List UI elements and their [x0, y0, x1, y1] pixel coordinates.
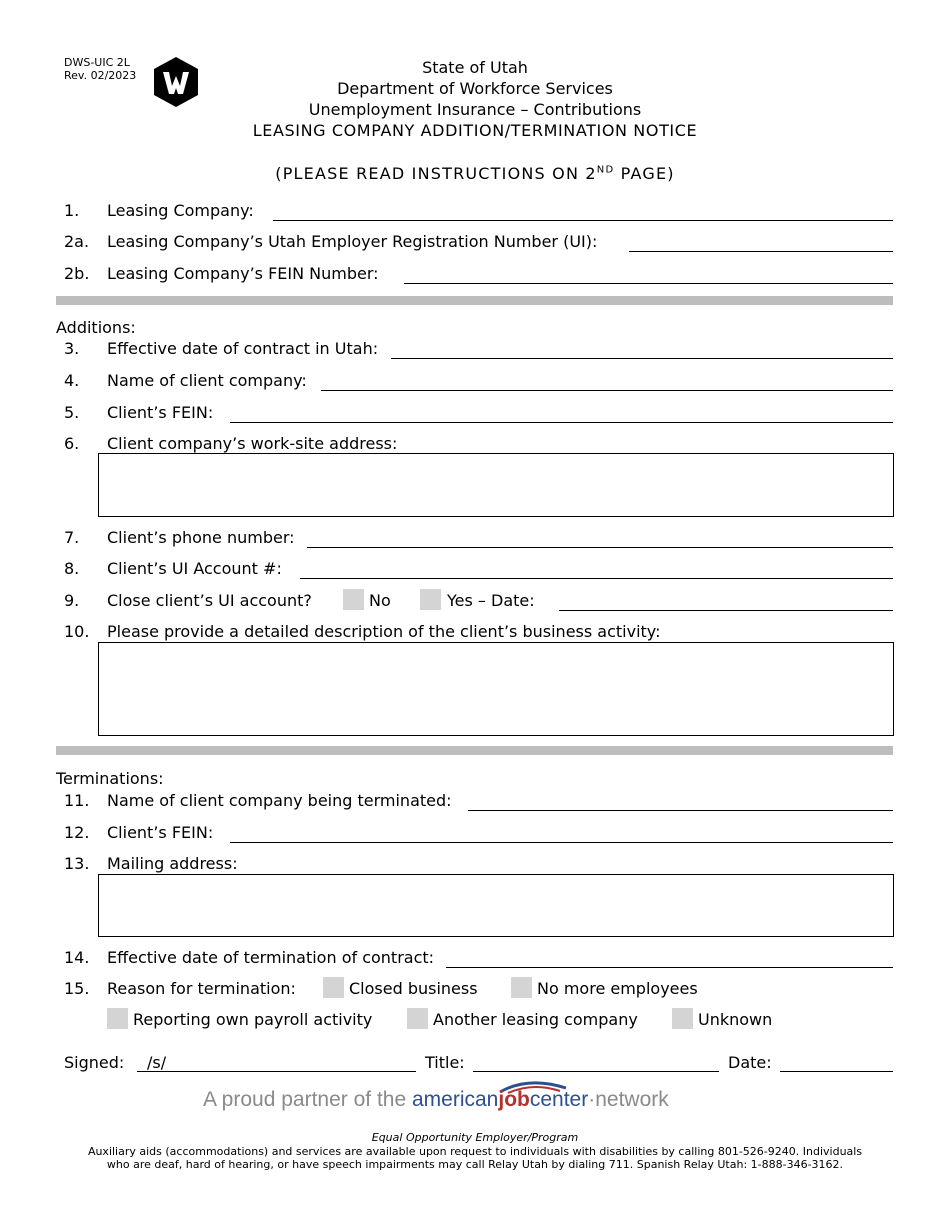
- title-label: Title:: [425, 1053, 465, 1072]
- no-more-employees-checkbox[interactable]: [511, 977, 532, 998]
- field-number: 12.: [64, 823, 90, 842]
- worksite-address-label: Client company’s work-site address:: [107, 434, 398, 453]
- field-number: 14.: [64, 948, 90, 967]
- own-payroll-label: Reporting own payroll activity: [133, 1010, 373, 1029]
- field-number: 10.: [64, 622, 90, 641]
- client-phone-field[interactable]: [307, 547, 893, 548]
- termination-reason-label: Reason for termination:: [107, 979, 296, 998]
- terminations-heading: Terminations:: [56, 769, 164, 788]
- field-number: 11.: [64, 791, 90, 810]
- date-field[interactable]: [780, 1071, 893, 1072]
- fein-number-label: Leasing Company’s FEIN Number:: [107, 264, 379, 283]
- termination-date-field[interactable]: [446, 967, 893, 968]
- field-number: 3.: [64, 339, 80, 358]
- contract-date-label: Effective date of contract in Utah:: [107, 339, 379, 358]
- field-number: 5.: [64, 403, 80, 422]
- terminated-client-label: Name of client company being terminated:: [107, 791, 452, 810]
- signed-field[interactable]: [137, 1071, 416, 1072]
- leasing-company-label: Leasing Company:: [107, 201, 254, 220]
- close-account-date-field[interactable]: [559, 610, 893, 611]
- form-title: LEASING COMPANY ADDITION/TERMINATION NOTICE: [252, 121, 698, 140]
- terminated-client-field[interactable]: [468, 810, 893, 811]
- field-number: 8.: [64, 559, 80, 578]
- mailing-address-box[interactable]: [98, 874, 894, 937]
- mailing-address-label: Mailing address:: [107, 854, 238, 873]
- additions-heading: Additions:: [56, 318, 136, 337]
- close-account-yes-checkbox[interactable]: [420, 589, 441, 610]
- business-activity-label: Please provide a detailed description of the client’s business activity:: [107, 622, 661, 641]
- terminated-fein-field[interactable]: [230, 842, 893, 843]
- close-account-no-label: No: [369, 591, 391, 610]
- no-more-employees-label: No more employees: [537, 979, 698, 998]
- ui-registration-field[interactable]: [629, 251, 893, 252]
- client-fein-field[interactable]: [230, 422, 893, 423]
- client-ui-account-label: Client’s UI Account #:: [107, 559, 282, 578]
- section-divider: [56, 296, 893, 305]
- unknown-label: Unknown: [698, 1010, 773, 1029]
- form-number: DWS-UIC 2L: [64, 56, 130, 69]
- close-account-no-checkbox[interactable]: [343, 589, 364, 610]
- client-ui-account-field[interactable]: [300, 578, 893, 579]
- business-activity-box[interactable]: [98, 642, 894, 736]
- aux-aids-line1: Auxiliary aids (accommodations) and services are available upon request to individuals with disabilities by calling 801-526-9240. Individuals: [87, 1145, 863, 1158]
- signed-value: /s/: [147, 1053, 167, 1072]
- division-name: Unemployment Insurance – Contributions: [308, 100, 642, 119]
- client-fein-label: Client’s FEIN:: [107, 403, 214, 422]
- close-account-label: Close client’s UI account?: [107, 591, 312, 610]
- department-name: Department of Workforce Services: [337, 79, 613, 98]
- field-number: 1.: [64, 201, 80, 220]
- ajc-partner-logo: A proud partner of the americanjobcenter·network: [203, 1088, 669, 1111]
- field-number: 2a.: [64, 232, 90, 251]
- field-number: 4.: [64, 371, 80, 390]
- eoe-statement: Equal Opportunity Employer/Program: [371, 1131, 579, 1144]
- fein-number-field[interactable]: [404, 283, 893, 284]
- worksite-address-box[interactable]: [98, 453, 894, 517]
- field-number: 13.: [64, 854, 90, 873]
- client-phone-label: Client’s phone number:: [107, 528, 295, 547]
- close-account-yes-label: Yes – Date:: [447, 591, 535, 610]
- state-name: State of Utah: [422, 58, 528, 77]
- form-revision: Rev. 02/2023: [64, 69, 137, 82]
- signed-label: Signed:: [64, 1053, 125, 1072]
- another-leasing-label: Another leasing company: [433, 1010, 638, 1029]
- field-number: 15.: [64, 979, 90, 998]
- own-payroll-checkbox[interactable]: [107, 1008, 128, 1029]
- section-divider: [56, 746, 893, 755]
- another-leasing-checkbox[interactable]: [407, 1008, 428, 1029]
- unknown-checkbox[interactable]: [672, 1008, 693, 1029]
- client-name-label: Name of client company:: [107, 371, 307, 390]
- aux-aids-line2: who are deaf, hard of hearing, or have speech impairments may call Relay Utah by dialing 711. Spanish Relay Utah: 1-888-346-3162.: [106, 1158, 844, 1171]
- instructions-note: (PLEASE READ INSTRUCTIONS ON 2ND PAGE): [275, 164, 675, 183]
- client-name-field[interactable]: [321, 390, 893, 391]
- leasing-company-field[interactable]: [273, 220, 893, 221]
- termination-date-label: Effective date of termination of contract:: [107, 948, 435, 967]
- date-label: Date:: [728, 1053, 772, 1072]
- field-number: 9.: [64, 591, 80, 610]
- field-number: 6.: [64, 434, 80, 453]
- field-number: 2b.: [64, 264, 90, 283]
- terminated-fein-label: Client’s FEIN:: [107, 823, 214, 842]
- ui-registration-label: Leasing Company’s Utah Employer Registration Number (UI):: [107, 232, 598, 251]
- field-number: 7.: [64, 528, 80, 547]
- title-field[interactable]: [473, 1071, 719, 1072]
- closed-business-label: Closed business: [349, 979, 478, 998]
- closed-business-checkbox[interactable]: [323, 977, 344, 998]
- contract-date-field[interactable]: [391, 358, 893, 359]
